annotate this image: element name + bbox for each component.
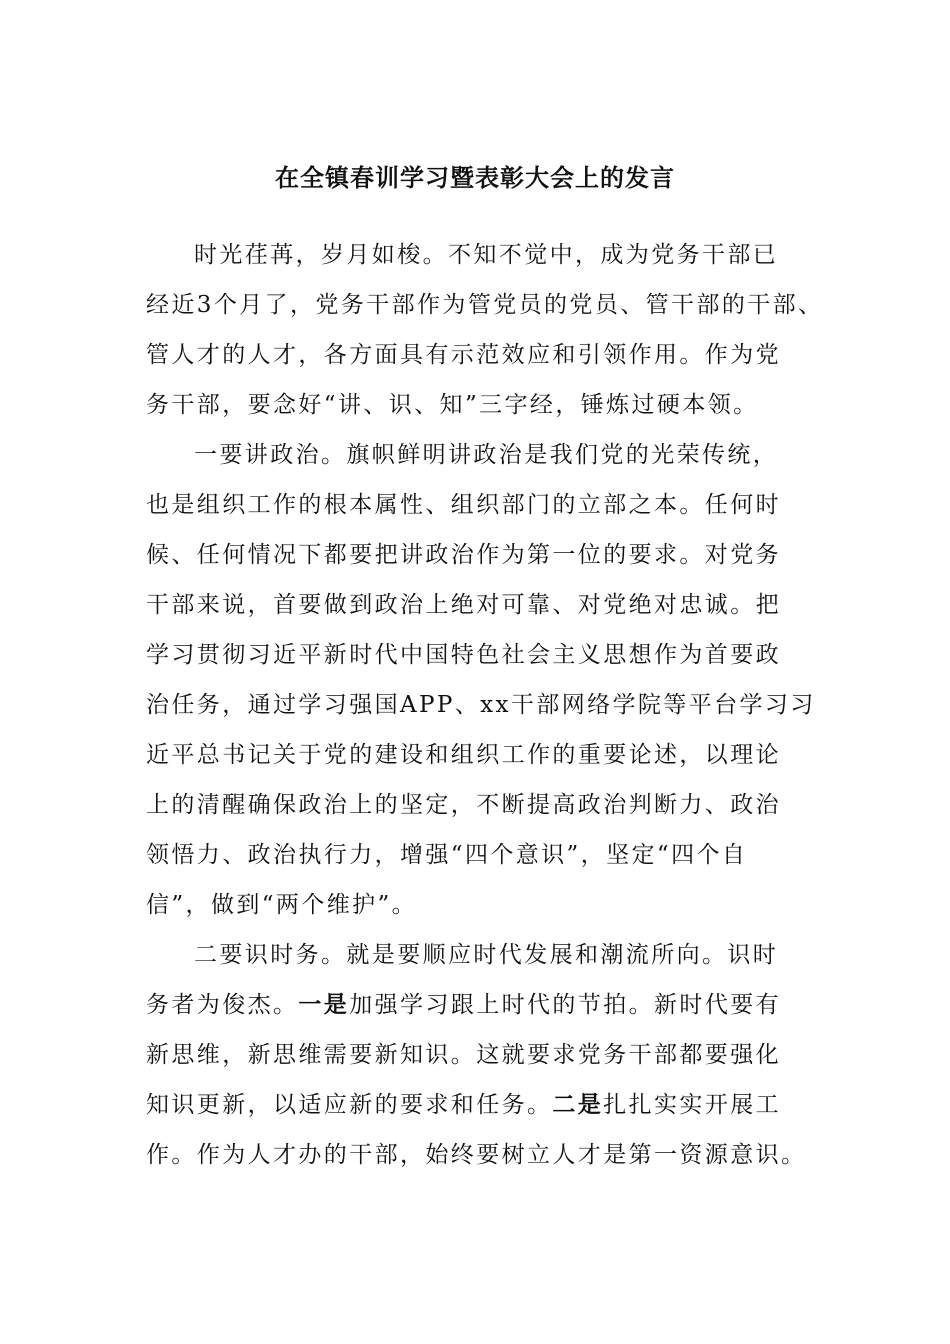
text-line: 治任务，通过学习强国APP、xx干部网络学院等平台学习习 [146, 692, 816, 718]
line-segment: 知识更新，以适应新的要求和任务。 [146, 1092, 553, 1118]
text-line [146, 1088, 781, 1122]
text-line: 二要识时务。就是要顺应时代发展和潮流所向。识时 [194, 942, 779, 968]
text-line: 信”，做到“两个维护”。 [146, 892, 418, 918]
emphasis-marker: 一是 [298, 991, 350, 1018]
text-line: 候、任何情况下都要把讲政治作为第一位的要求。对党务 [146, 542, 781, 568]
text-line: 时光荏苒，岁月如梭。不知不觉中，成为党务干部已 [194, 242, 779, 268]
document-title: 在全镇春训学习暨表彰大会上的发言 [275, 163, 675, 192]
text-line: 上的清醒确保政治上的坚定，不断提高政治判断力、政治 [146, 792, 781, 818]
text-line: 也是组织工作的根本属性、组织部门的立部之本。任何时 [146, 492, 781, 518]
line-segment: 务者为俊杰。 [146, 992, 299, 1018]
text-line: 管人才的人才，各方面具有示范效应和引领作用。作为党 [146, 342, 781, 368]
line-segment: 扎扎实实开展工 [603, 1092, 782, 1118]
text-line: 领悟力、政治执行力，增强“四个意识”，坚定“四个自 [146, 842, 748, 868]
text-line: 新思维，新思维需要新知识。这就要求党务干部都要强化 [146, 1042, 781, 1068]
text-line: 近平总书记关于党的建设和组织工作的重要论述，以理论 [146, 742, 781, 768]
text-line: 经近3个月了，党务干部作为管党员的党员、管干部的干部、 [146, 292, 824, 318]
emphasis-marker: 二是 [552, 1091, 604, 1118]
text-line: 务干部，要念好“讲、识、知”三字经，锤炼过硬本领。 [146, 392, 759, 418]
text-line: 干部来说，首要做到政治上绝对可靠、对党绝对忠诚。把 [146, 592, 781, 618]
text-line [146, 988, 781, 1022]
text-line: 一要讲政治。旗帜鲜明讲政治是我们党的光荣传统， [194, 442, 779, 468]
text-line: 作。作为人才办的干部，始终要树立人才是第一资源意识。 [146, 1142, 807, 1168]
text-line: 学习贯彻习近平新时代中国特色社会主义思想作为首要政 [146, 642, 781, 668]
line-segment: 加强学习跟上时代的节拍。新时代要有 [349, 992, 782, 1018]
